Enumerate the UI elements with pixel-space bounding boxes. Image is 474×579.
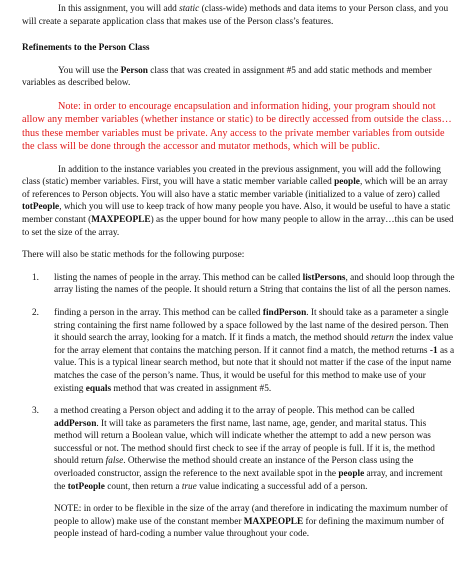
- bold-term: people: [338, 469, 365, 480]
- bold-term: totPeople: [22, 202, 60, 213]
- bold-term: Person: [120, 65, 148, 76]
- bold-term: addPerson: [54, 418, 97, 429]
- text-run: method that was created in assignment #5.: [111, 383, 272, 394]
- bold-term: people: [334, 177, 360, 188]
- bold-term: MAXPEOPLE: [243, 516, 304, 527]
- list-item: [22, 307, 456, 395]
- text-run: listing the names of people in the array. This method can be called: [54, 272, 303, 283]
- list-item-number: 3.: [32, 406, 39, 417]
- italic-term: false: [105, 456, 124, 467]
- bold-term: -1: [429, 345, 438, 356]
- italic-term: static: [179, 4, 200, 14]
- bold-term: equals: [85, 383, 112, 394]
- text-run: (class-wide) methods and data items to your Person class, and you will create a separate application class that makes use of the Person class’s features.: [22, 4, 449, 27]
- list-item-text: [54, 273, 454, 296]
- bold-term: listPersons: [302, 272, 346, 283]
- text-run: In this assignment, you will add: [58, 4, 180, 14]
- list-item-number: 2.: [32, 307, 39, 318]
- text-run: array, and increment the: [54, 469, 443, 492]
- list-item-text: [54, 308, 454, 394]
- text-run: finding a person in the array. This method can be called: [54, 307, 263, 318]
- text-run: There will also be static methods for the following purpose:: [22, 250, 245, 261]
- list-item: [22, 272, 456, 297]
- section-heading: Refinements to the Person Class: [22, 43, 150, 54]
- text-run: . Otherwise the method should create an instance of the Person class using the overloaded constructor, assign the reference to the next available spot in the: [54, 456, 414, 480]
- static-methods-intro: [22, 249, 456, 262]
- text-run: , which will be an array of references to Person objects. You will also have a static member variable (initialized to a value of zero) called: [22, 177, 448, 200]
- text-run: the index value for the array element that contains the matching person. If it cannot find a match, the method returns: [54, 333, 453, 356]
- text-run: , and should loop through the array listing the names of the people. It should return a String that contains the list of all the person names.: [54, 272, 455, 296]
- text-run: . It should take as a parameter a single string containing the first name followed by a space followed by the last name of the desired person. Then it should search the array, looking for a match. If it finds a match, the method should: [54, 307, 449, 344]
- static-members-paragraph: [22, 164, 456, 240]
- text-run: NOTE: in order to be flexible in the size of the array (and therefore in indicating the maximum number of people to allow) make use of the constant member: [54, 504, 448, 527]
- text-run: ) as the upper bound for how many people to allow in the array…this can be used to set the size of the array.: [22, 214, 454, 238]
- text-run: . It will take as parameters the first name, last name, age, gender, and marital status. This method will return a Boolean value, which will indicate whether the attempt to add a new person was successful or not. The method should first check to see if the array of people is full. If it is, the method should return: [54, 418, 435, 467]
- italic-term: return: [370, 333, 394, 344]
- italic-term: true: [181, 481, 197, 492]
- encapsulation-note: Note: in order to encourage encapsulation and information hiding, your program should not allow any member variables (whether instance or static) to be directly accessed from outside the class…thus these member variables must be private. Any access to the private member variables from outside the class will be done through the accessor and mutator methods, which will be public.: [22, 100, 452, 153]
- text-run: a method creating a Person object and adding it to the array of people. This method can be called: [54, 406, 415, 417]
- intro-paragraph: [22, 3, 456, 28]
- text-run: value indicating a successful add of a person.: [196, 481, 368, 492]
- maxpeople-note: [22, 503, 456, 541]
- text-run: , which you will use to keep track of how many people you have. Also, it would be useful to have a static member constant (: [22, 202, 451, 225]
- list-item: [22, 405, 456, 493]
- bold-term: totPeople: [67, 481, 105, 492]
- text-run: You will use the: [58, 65, 121, 76]
- text-run: for defining the maximum number of people instead of hard-coding a number value throughout your code.: [54, 516, 445, 540]
- list-item-number: 1.: [32, 272, 39, 283]
- person-class-paragraph: [22, 65, 456, 90]
- bold-term: findPerson: [262, 307, 307, 318]
- list-item-text: [54, 406, 443, 492]
- text-run: In addition to the instance variables you created in the previous assignment, you will add the following class (static) member variables. First, you will have a static member variable called: [22, 164, 441, 188]
- text-run: as a value. This is a typical linear search method, but note that it should not matter if the case of the input name matches the case of the person’s name. Thus, it would be useful for this method to make use of your existing: [54, 345, 455, 394]
- bold-term: MAXPEOPLE: [91, 214, 151, 225]
- text-run: count, then return a: [104, 481, 182, 492]
- text-run: class that was created in assignment #5 and add static methods and member variables as described below.: [22, 65, 432, 89]
- static-methods-list: [22, 272, 456, 494]
